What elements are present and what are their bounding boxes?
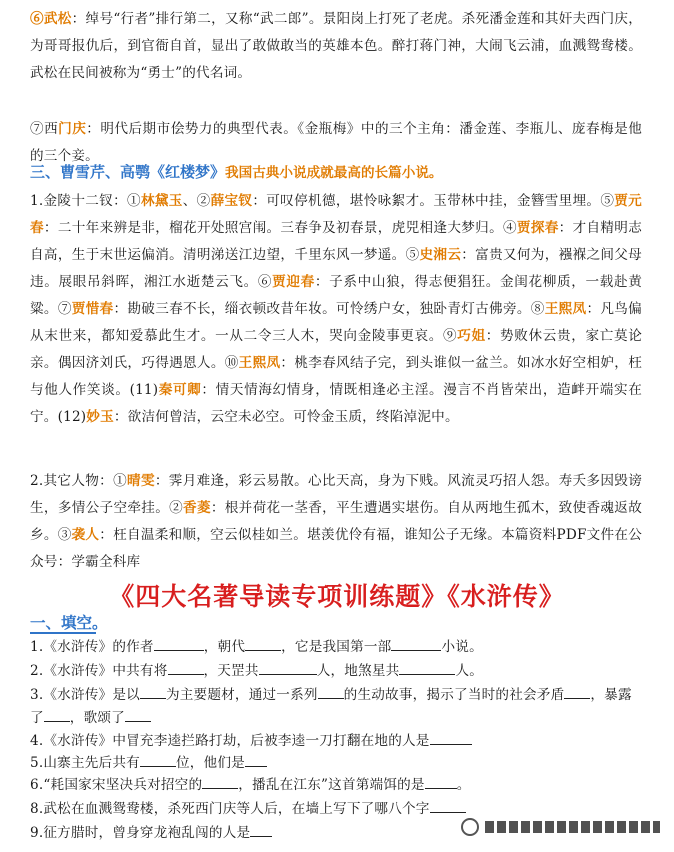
answer-blank[interactable] xyxy=(425,774,457,789)
text-run: ：欲洁何曾洁，云空未必空。可怜金玉质，终陷淖泥中。 xyxy=(113,409,459,425)
answer-blank[interactable] xyxy=(245,636,281,651)
character-name: 史湘云 xyxy=(419,247,462,263)
question-text: ，天罡共 xyxy=(203,663,259,679)
question-text: 的生动故事，揭示了当时的社会矛盾 xyxy=(343,687,565,703)
text-run: ：可叹停机德，堪怜咏絮才。玉带林中挂，金簪雪里埋。⑤ xyxy=(252,193,615,209)
character-name: 贾惜春 xyxy=(71,301,114,317)
question-text: 5.山寨主先后共有 xyxy=(30,755,140,771)
character-name: 王熙凤 xyxy=(544,301,587,317)
worksheet-title: 《四大名著导读专项训练题》《水浒传》 xyxy=(109,582,565,611)
character-name: 薛宝钗 xyxy=(210,193,253,209)
character-name: 香菱 xyxy=(183,500,211,516)
character-name: 妙玉 xyxy=(86,409,114,425)
heading-underline xyxy=(30,632,96,634)
question-5 xyxy=(30,752,642,775)
watermark-logo-icon xyxy=(461,818,479,836)
question-text: ，它是我国第一部 xyxy=(281,639,392,655)
watermark xyxy=(461,818,660,836)
question-text: 小说。 xyxy=(441,639,483,655)
answer-blank[interactable] xyxy=(168,660,204,675)
text-run: ：情天情海幻情身，情既相逢必主淫。漫言不肖皆荣出，造衅开端实在宁。(12) xyxy=(30,382,643,425)
character-name: 林黛玉 xyxy=(140,193,183,209)
section-heading xyxy=(30,160,443,185)
paragraph-wusong xyxy=(30,6,642,87)
answer-blank[interactable] xyxy=(154,636,204,651)
question-2 xyxy=(30,660,642,683)
fill-in-heading: 一、填空。 xyxy=(30,613,108,632)
text-run: 1.金陵十二钗：① xyxy=(30,193,141,209)
question-text: 8.武松在血溅鸳鸯楼，杀死西门庆等人后，在墙上写下了哪八个字 xyxy=(30,801,430,817)
answer-blank[interactable] xyxy=(564,684,590,699)
character-name: 王熙凤 xyxy=(238,355,281,371)
index-mark: ⑥ xyxy=(30,11,44,27)
text-run: ：才自精明志自高，生于末世运偏消。清明涕送江边望，千里东风一梦遥。⑤ xyxy=(30,220,642,263)
question-text: ，歌颂了 xyxy=(69,710,125,726)
paragraph-other-characters xyxy=(30,468,642,576)
question-text: ，暴露了 xyxy=(30,687,632,726)
answer-blank[interactable] xyxy=(245,752,267,767)
text-run: ：势败休云贵，家亡莫论亲。偶因济刘氏，巧得遇恩人。⑩ xyxy=(30,328,643,371)
question-text: 2.《水浒传》中共有将 xyxy=(30,663,168,679)
answer-blank[interactable] xyxy=(259,660,317,675)
character-name: 秦可卿 xyxy=(158,382,202,398)
question-6 xyxy=(30,774,642,797)
answer-blank[interactable] xyxy=(125,707,151,722)
question-text: 9.征方腊时，曾身穿龙袍乱闯的人是 xyxy=(30,825,251,841)
answer-blank[interactable] xyxy=(44,707,70,722)
answer-blank[interactable] xyxy=(399,660,455,675)
watermark-text xyxy=(485,821,660,833)
question-text: ，播乱在江东”这首第端饵的是 xyxy=(238,777,425,793)
answer-blank[interactable] xyxy=(318,684,344,699)
character-name: 贾元春 xyxy=(30,193,642,236)
text-run: 、② xyxy=(182,193,211,209)
answer-blank[interactable] xyxy=(250,822,272,837)
text-run: ：富贵又何为，襁褓之间父母违。展眼吊斜晖，湘江水逝楚云飞。⑥ xyxy=(30,247,642,290)
question-3 xyxy=(30,684,642,730)
text-run: ：凡鸟偏从末世来，都知爱慕此生才。一从二令三人木，哭向金陵事更哀。⑨ xyxy=(30,301,642,344)
character-name: 门庆 xyxy=(58,121,87,137)
answer-blank[interactable] xyxy=(391,636,441,651)
section-note: 我国古典小说成就最高的长篇小说。 xyxy=(225,165,443,181)
question-text: 人。 xyxy=(455,663,484,679)
text-run: ：二十年来辨是非，榴花开处照宫闱。三春争及初春景，虎兕相逢大梦归。④ xyxy=(43,220,517,236)
character-name: 武松 xyxy=(43,11,72,27)
answer-blank[interactable] xyxy=(140,752,176,767)
paragraph-jinling-twelve xyxy=(30,188,642,431)
answer-blank[interactable] xyxy=(202,774,238,789)
text-run: ：桃李春风结子完，到头谁似一盆兰。如冰水好空相妒，枉与他人作笑谈。(11) xyxy=(30,355,642,398)
answer-blank[interactable] xyxy=(140,684,166,699)
question-text: 为主要题材，通过一系列 xyxy=(165,687,318,703)
question-text: 3.《水浒传》是以 xyxy=(30,687,140,703)
paragraph-text: ：明代后期市侩势力的典型代表。《金瓶梅》中的三个主角：潘金莲、李瓶儿、庞春梅是他的三个妾。 xyxy=(30,121,642,164)
character-name: 贾探春 xyxy=(516,220,559,236)
text-run: ：子系中山狼，得志便猖狂。金闺花柳质，一载赴黄粱。⑦ xyxy=(30,274,642,317)
question-text: 位，他们是 xyxy=(175,755,245,771)
index-mark: ⑦西 xyxy=(30,121,59,137)
question-text: 6.“耗国家宋坚决兵对招空的 xyxy=(30,777,203,793)
question-text: 1.《水浒传》的作者 xyxy=(30,639,154,655)
question-text: 4.《水浒传》中冒充李逵拦路打劫，后被李逵一刀打翻在地的人是 xyxy=(30,733,430,749)
character-name: 巧姐 xyxy=(457,328,486,344)
character-name: 晴雯 xyxy=(127,473,155,489)
character-name: 袭人 xyxy=(71,527,100,543)
text-run: 2.其它人物：① xyxy=(30,473,128,489)
section-title: 三、曹雪芹、高鹗《红楼梦》 xyxy=(30,163,226,181)
text-run: ：根并荷花一茎香，平生遭遇实堪伤。自从两地生孤木，致使香魂返故乡。③ xyxy=(30,500,642,543)
answer-blank[interactable] xyxy=(430,798,466,813)
character-name: 贾迎春 xyxy=(272,274,315,290)
question-4 xyxy=(30,730,642,753)
text-run: ：枉自温柔和顺，空云似桂如兰。堪羡优伶有福，谁知公子无缘。本篇资料PDF文件在公众号：学霸全科库 xyxy=(30,527,642,570)
paragraph-text: ：绰号“行者”排行第二，又称“武二郎”。景阳岗上打死了老虎。杀死潘金莲和其奸夫西门庆，为哥哥报仇后，到官衙自首，显出了敢做敢当的英雄本色。醉打蒋门神，大闹飞云浦，血溅鸳鸯楼。武松在民间被称为“勇士”的代名词。 xyxy=(30,11,643,81)
question-text: 。 xyxy=(456,777,471,793)
question-text: ，朝代 xyxy=(203,639,246,655)
answer-blank[interactable] xyxy=(430,730,472,745)
question-text: 人，地煞星共 xyxy=(316,663,400,679)
text-run: ：勘破三春不长，缁衣顿改昔年妆。可怜绣户女，独卧青灯古佛旁。⑧ xyxy=(113,301,545,317)
text-run: ：霁月难逢，彩云易散。心比天高，身为下贱。风流灵巧招人怨。寿夭多因毁谤生，多情公子空牵挂。② xyxy=(30,473,642,516)
question-1 xyxy=(30,636,642,659)
